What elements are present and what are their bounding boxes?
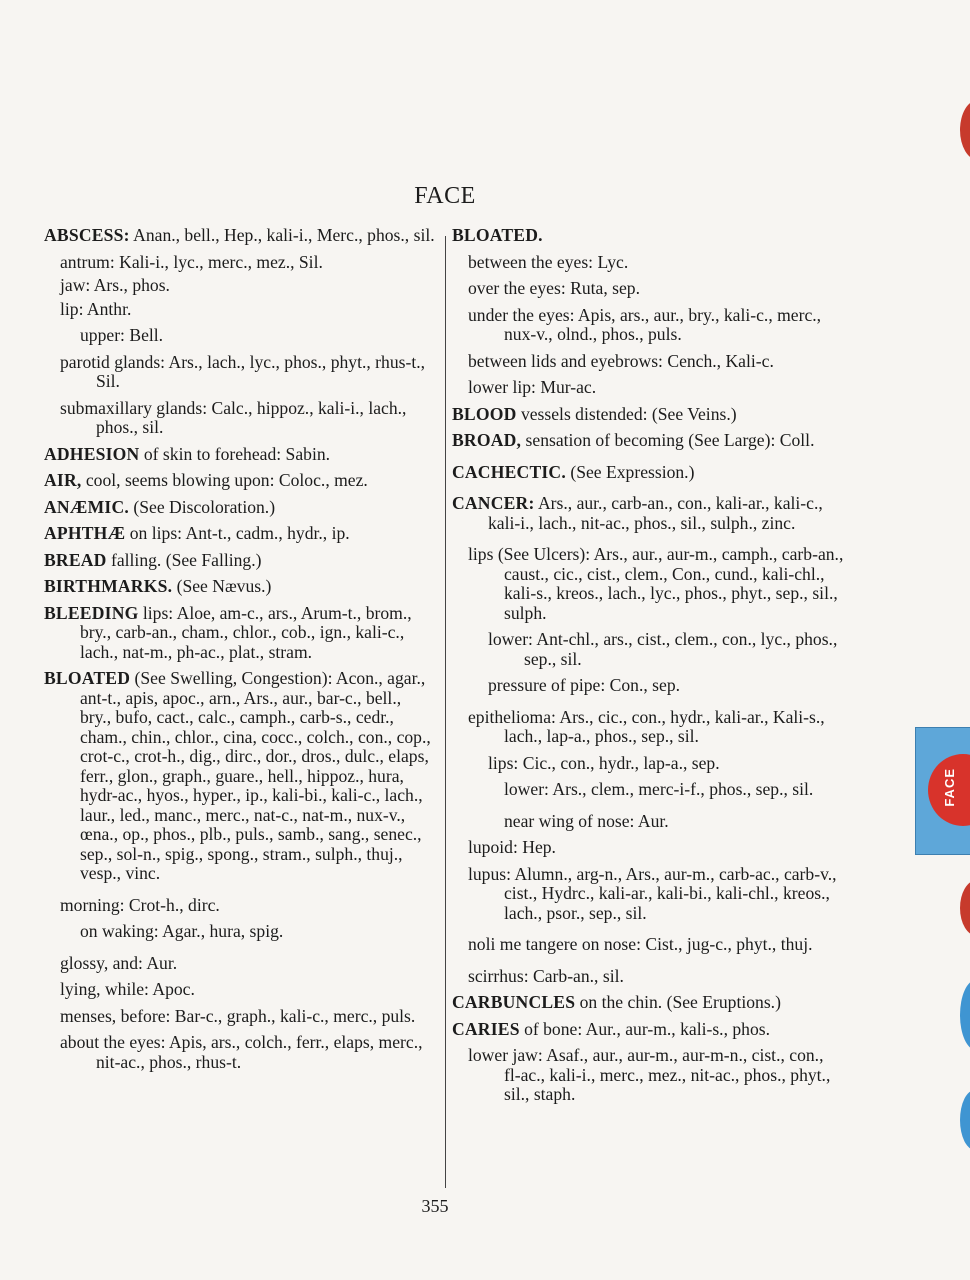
- subentry: [468, 545, 844, 623]
- entry-heading: [44, 226, 436, 246]
- subentry: [504, 812, 844, 832]
- entry-text: lower: Ars., clem., merc-i-f., phos., sep., sil.: [504, 779, 814, 799]
- entry-text: scirrhus: Carb-an., sil.: [468, 965, 624, 986]
- page-number: 355: [421, 1196, 449, 1216]
- entry-term: APHTHÆ: [44, 523, 126, 543]
- entry-heading: [44, 471, 436, 491]
- subentry: [488, 676, 844, 696]
- subentry: [60, 276, 436, 296]
- entry-text: epithelioma: Ars., cic., con., hydr., kali-ar., Kali-s., lach., lap-a., phos., sep., sil.: [468, 706, 825, 746]
- entry-text: lower: Ant-chl., ars., cist., clem., con., lyc., phos., sep., sil.: [488, 629, 838, 669]
- entry-text: on the chin. (See Eruptions.): [575, 992, 781, 1012]
- entry-term: ANÆMIC.: [44, 496, 129, 517]
- page-edge-tab: [960, 100, 970, 160]
- entry-heading: [44, 524, 436, 544]
- entry-heading: [452, 226, 844, 246]
- entry-text: lower lip: Mur-ac.: [468, 377, 597, 397]
- page-title: FACE: [414, 183, 476, 209]
- entry-term: CANCER:: [452, 493, 535, 513]
- entry-heading: [44, 551, 436, 571]
- entry-term: CARBUNCLES: [452, 992, 576, 1012]
- entry-heading: [44, 577, 436, 597]
- entry-text: of bone: Aur., aur-m., kali-s., phos.: [519, 1018, 771, 1039]
- entry-text: (See Nævus.): [172, 576, 272, 596]
- entry-text: Ars., aur., carb-an., con., kali-ar., kali-c., kali-i., lach., nit-ac., phos., sil., sulph., zinc.: [488, 493, 823, 533]
- entry-text: lips: Cic., con., hydr., lap-a., sep.: [488, 752, 720, 773]
- page-edge-tab: [960, 1090, 970, 1150]
- entry-heading: [44, 604, 436, 663]
- entry-text: (See Discoloration.): [128, 496, 276, 517]
- entry-heading: [44, 498, 436, 518]
- entry-text: cool, seems blowing upon: Coloc., mez.: [81, 470, 368, 490]
- entry-term: CACHECTIC.: [452, 461, 566, 482]
- entry-text: upper: Bell.: [80, 325, 164, 345]
- subentry: [468, 967, 844, 987]
- subentry: [468, 378, 844, 398]
- subentry: [488, 630, 844, 669]
- column-divider: [445, 236, 446, 1188]
- entry-text: about the eyes: Apis, ars., colch., ferr., elaps, merc., nit-ac., phos., rhus-t.: [60, 1032, 423, 1072]
- entry-text: between lids and eyebrows: Cench., Kali-c.: [468, 350, 774, 371]
- entry-heading: [452, 463, 844, 483]
- subentry: [488, 754, 844, 774]
- entry-text: lying, while: Apoc.: [60, 979, 195, 999]
- subentry: [468, 1046, 844, 1105]
- subentry: [60, 253, 436, 273]
- entry-text: parotid glands: Ars., lach., lyc., phos., phyt., rhus-t., Sil.: [60, 351, 426, 391]
- entry-term: BLOATED: [44, 668, 131, 688]
- entry-text: falling. (See Falling.): [106, 549, 262, 570]
- subentry: [468, 865, 844, 924]
- thumb-index-tab[interactable]: [915, 727, 970, 855]
- subentry: [468, 838, 844, 858]
- subentry: [60, 353, 436, 392]
- left-column: [44, 226, 436, 1076]
- subentry: [468, 306, 844, 345]
- entry-text: of skin to forehead: Sabin.: [139, 443, 331, 464]
- entry-text: lips (See Ulcers): Ars., aur., aur-m., camph., carb-an., caust., cic., cist., clem., Con., cund., kali-chl., kali-s., kreos., lach., lyc., phos., phyt., sep., sil., sulph.: [468, 544, 844, 623]
- entry-text: (See Swelling, Congestion): Acon., agar., ant-t., apis, apoc., arn., Ars., aur., bar-c., bell., bry., bufo, cact., calc., camph., carb-s., cedr., cham., chin., chlor., cina, cocc., colch., con., cop., crot-c., crot-h., dig., dirc., dor., dros., dulc., elaps, ferr., glon., graph., guare., hell., hippoz., hura, hydr-ac., hyos., hyper., ip., kali-bi., kali-c., lach., laur., led., manc., merc., nat-c., nat-m., nux-v., œna., op., phos., plb., puls., samb., sang., senec., sep., sol-n., spig., spong., stram., sulph., thuj., vesp., vinc.: [80, 668, 431, 883]
- entry-text: sensation of becoming (See Large): Coll.: [521, 430, 815, 450]
- subentry: [468, 708, 844, 747]
- entry-text: lower jaw: Asaf., aur., aur-m., aur-m-n., cist., con., fl-ac., kali-i., merc., mez., nit-ac., phos., phyt., sil., staph.: [468, 1045, 831, 1104]
- page-edge-tab: [960, 880, 970, 936]
- subentry: [468, 253, 844, 273]
- entry-text: under the eyes: Apis, ars., aur., bry., kali-c., merc., nux-v., olnd., phos., puls.: [468, 304, 822, 344]
- entry-text: antrum: Kali-i., lyc., merc., mez., Sil.: [60, 251, 323, 272]
- entry-term: BROAD,: [452, 430, 522, 450]
- entry-text: submaxillary glands: Calc., hippoz., kali-i., lach., phos., sil.: [60, 397, 407, 437]
- entry-text: morning: Crot-h., dirc.: [60, 894, 220, 915]
- entry-term: BLOATED.: [452, 225, 543, 245]
- subentry: [60, 399, 436, 438]
- subentry: [60, 300, 436, 320]
- entry-term: BREAD: [44, 549, 107, 570]
- entry-term: BIRTHMARKS.: [44, 576, 173, 596]
- entry-heading: [44, 445, 436, 465]
- entry-text: over the eyes: Ruta, sep.: [468, 278, 640, 298]
- subentry: [468, 352, 844, 372]
- entry-heading: [452, 494, 844, 533]
- entry-text: pressure of pipe: Con., sep.: [488, 675, 681, 695]
- entry-term: ADHESION: [44, 443, 140, 464]
- entry-text: menses, before: Bar-c., graph., kali-c., merc., puls.: [60, 1005, 416, 1026]
- subentry: [468, 279, 844, 299]
- entry-text: on lips: Ant-t., cadm., hydr., ip.: [125, 523, 350, 543]
- entry-text: lupus: Alumn., arg-n., Ars., aur-m., carb-ac., carb-v., cist., Hydrc., kali-ar., kali-bi., kali-chl., kreos., lach., psor., sep., sil.: [468, 863, 837, 923]
- entry-text: Anan., bell., Hep., kali-i., Merc., phos., sil.: [129, 225, 435, 245]
- entry-text: vessels distended: (See Veins.): [516, 403, 737, 424]
- entry-term: CARIES: [452, 1018, 520, 1039]
- subentry: [468, 935, 844, 955]
- subentry: [60, 896, 436, 916]
- page-edge-tab: [960, 980, 970, 1050]
- entry-heading: [44, 669, 436, 884]
- entry-text: lips: Aloe, am-c., ars., Arum-t., brom., bry., carb-an., cham., chlor., cob., ign., kali-c., lach., nat-m., ph-ac., plat., stram.: [80, 602, 412, 662]
- subentry: [504, 780, 844, 800]
- entry-term: BLOOD: [452, 403, 517, 424]
- entry-text: between the eyes: Lyc.: [468, 251, 629, 272]
- entry-term: BLEEDING: [44, 602, 139, 623]
- subentry: [60, 1007, 436, 1027]
- entry-heading: [452, 993, 844, 1013]
- subentry: [60, 1033, 436, 1072]
- entry-term: AIR,: [44, 470, 82, 490]
- entry-text: glossy, and: Aur.: [60, 952, 178, 973]
- thumb-tab-label: FACE: [942, 768, 957, 807]
- entry-text: noli me tangere on nose: Cist., jug-c., phyt., thuj.: [468, 934, 813, 954]
- entry-text: jaw: Ars., phos.: [60, 275, 170, 295]
- subentry: [60, 980, 436, 1000]
- right-column: [452, 226, 844, 1109]
- subentry: [80, 326, 436, 346]
- entry-text: near wing of nose: Aur.: [504, 810, 669, 831]
- entry-heading: [452, 405, 844, 425]
- entry-term: ABSCESS:: [44, 225, 130, 245]
- entry-heading: [452, 1020, 844, 1040]
- subentry: [60, 954, 436, 974]
- entry-text: lupoid: Hep.: [468, 837, 556, 857]
- entry-text: (See Expression.): [565, 461, 695, 482]
- entry-text: lip: Anthr.: [60, 298, 132, 319]
- subentry: [80, 922, 436, 942]
- entry-heading: [452, 431, 844, 451]
- entry-text: on waking: Agar., hura, spig.: [80, 921, 284, 941]
